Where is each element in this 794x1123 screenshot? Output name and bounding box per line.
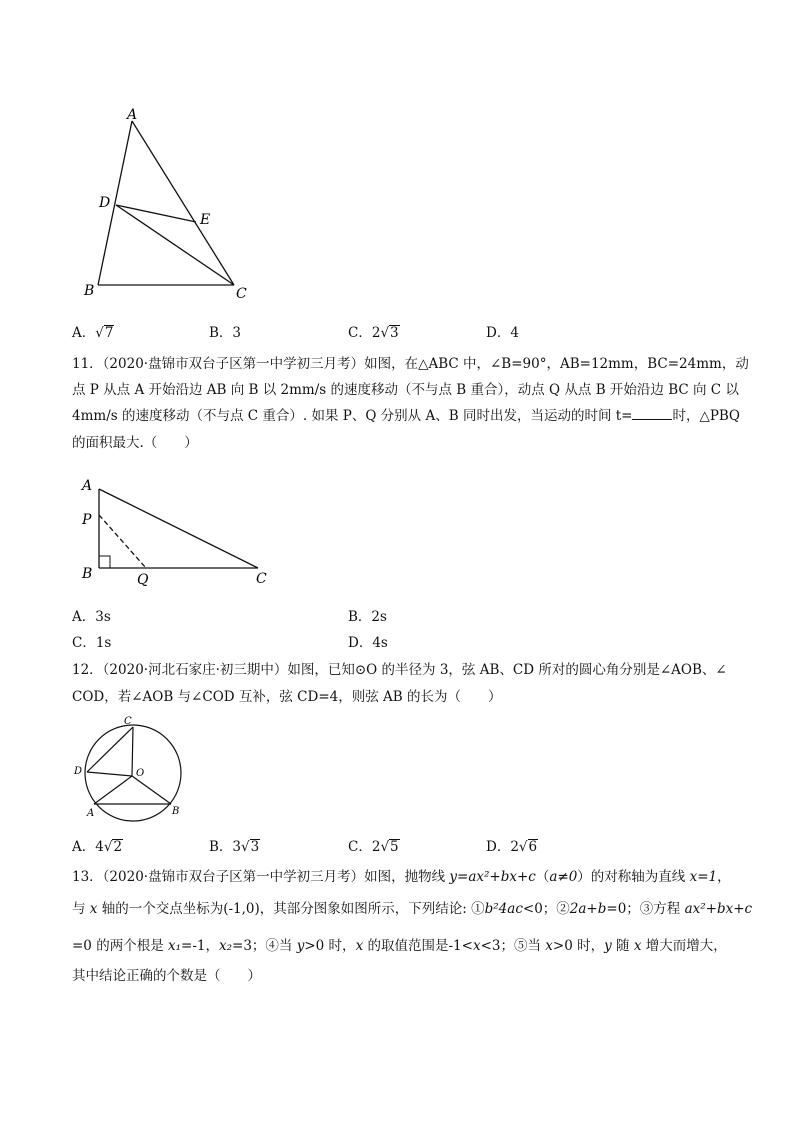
label-p: P [82, 512, 92, 528]
q11-option-a[interactable]: A．3s [72, 609, 111, 625]
label-a: A [127, 107, 138, 123]
segment-pq-dashed [99, 515, 146, 568]
segment-oc [132, 727, 133, 776]
q11-line-2: 点 P 从点 A 开始沿边 AB 向 B 以 2mm/s 的速度移动（不与点 B 重合），动点 Q 从点 B 开始沿边 BC 向 C 以 [72, 382, 739, 398]
label-q: Q [137, 572, 149, 588]
q13-line-2: 与 x 轴的一个交点坐标为(-1,0)，其部分图象如图所示，下列结论: ①b²4ac<0；②2a+b=0；③方程 ax²+bx+c [72, 901, 753, 917]
label-b: B [82, 566, 93, 582]
q12-option-c[interactable]: C．2√5 [348, 839, 399, 855]
right-triangle-figure-q11 [70, 470, 280, 595]
label-d: D [74, 766, 83, 777]
q10-option-a[interactable]: A．√7 [72, 325, 114, 341]
q11-option-b[interactable]: B．2s [348, 609, 387, 625]
label-e: E [200, 212, 211, 228]
segment-ob [132, 776, 171, 804]
right-angle-mark [99, 556, 110, 568]
q11-line-3: 4mm/s 的速度移动（不与点 C 重合）. 如果 P、Q 分别从 A、B 同时出发，当运动的时间 t= 时，△PBQ [72, 408, 740, 424]
label-a: A [82, 478, 93, 494]
q12-option-d[interactable]: D．2√6 [486, 839, 538, 855]
segment-ac [132, 121, 234, 285]
q12-option-b[interactable]: B．3√3 [209, 839, 260, 855]
answer-blank[interactable] [632, 407, 672, 420]
segment-od [87, 772, 132, 776]
q12-line-1: 12．（2020·河北石家庄·初三期中）如图，已知⊙O 的半径为 3，弦 AB、CD 所对的圆心角分别是∠AOB、∠ [72, 662, 727, 678]
circle-figure-q12 [70, 710, 190, 825]
triangle-figure-q10 [70, 100, 270, 310]
segment-oa [94, 776, 132, 804]
label-d: D [99, 195, 111, 211]
segment-ac [99, 489, 258, 568]
label-c: C [124, 716, 132, 727]
label-o: O [136, 768, 145, 779]
q13-line-3: =0 的两个根是 x₁=-1，x₂=3；④当 y>0 时，x 的取值范围是-1<x<3；⑤当 x>0 时，y 随 x 增大而增大， [72, 938, 727, 954]
label-b: B [172, 806, 180, 817]
segment-cd [87, 727, 133, 772]
q13-line-4: 其中结论正确的个数是（ ） [72, 968, 261, 984]
q10-option-c[interactable]: C．2√3 [348, 325, 399, 341]
q10-option-b[interactable]: B．3 [209, 325, 242, 341]
label-a: A [87, 808, 95, 819]
q12-option-a[interactable]: A．4√2 [72, 839, 123, 855]
label-c: C [236, 286, 247, 302]
q12-line-2: COD，若∠AOB 与∠COD 互补，弦 CD=4，则弦 AB 的长为（ ） [72, 689, 502, 705]
label-b: B [84, 283, 95, 299]
q10-option-d[interactable]: D．4 [486, 325, 519, 341]
q11-line-4: 的面积最大.（ ） [72, 435, 198, 451]
q11-option-d[interactable]: D．4s [348, 635, 388, 651]
q11-option-c[interactable]: C．1s [72, 635, 112, 651]
q11-line-1: 11．（2020·盘锦市双台子区第一中学初三月考）如图，在△ABC 中，∠B=90°，AB=12mm，BC=24mm，动 [72, 356, 749, 372]
label-c: C [256, 571, 267, 587]
q13-line-1: 13．（2020·盘锦市双台子区第一中学初三月考）如图，抛物线 y=ax²+bx+c（a≠0）的对称轴为直线 x=1， [72, 869, 731, 885]
